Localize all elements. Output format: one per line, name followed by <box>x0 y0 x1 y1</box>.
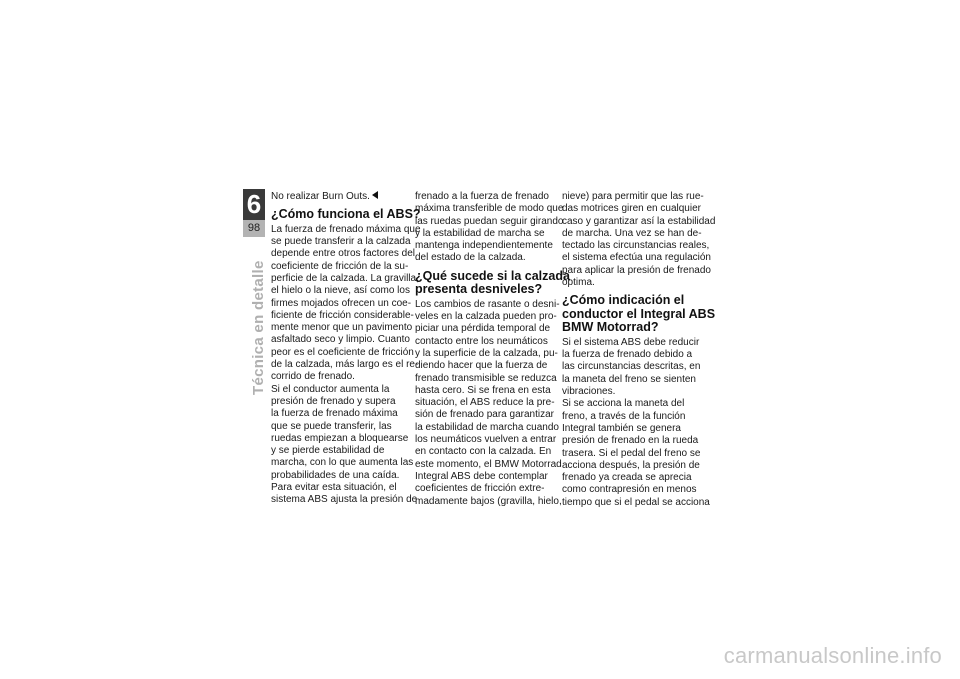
body-line-text: los neumáticos vuelven a entrar <box>415 434 557 446</box>
body-line-text: frenado transmisible se reduzca <box>415 372 557 384</box>
section-heading-line: presenta desniveles? <box>415 282 543 297</box>
body-line-text: óptima. <box>562 277 595 289</box>
body-line-text: veles en la calzada pueden pro- <box>415 311 557 323</box>
body-line-text: das motrices giren en cualquier <box>562 203 701 215</box>
body-line-text: sión de frenado para garantizar <box>415 409 554 421</box>
body-line <box>415 323 553 335</box>
body-line <box>562 277 700 289</box>
body-line-text: del estado de la calzada. <box>415 252 526 264</box>
body-line <box>415 191 553 203</box>
body-line <box>271 309 414 322</box>
body-line-text: presión de frenado y supera <box>271 395 396 407</box>
body-line <box>562 240 710 252</box>
body-line-text: y se pierde estabilidad de <box>271 445 385 457</box>
body-line <box>562 374 700 386</box>
body-line-text: trasera. Si el pedal del freno se <box>562 447 701 459</box>
chapter-side-title: Técnica en detalle <box>250 260 267 395</box>
body-line <box>271 272 419 285</box>
body-line-text: presión de frenado en la rueda <box>562 435 699 447</box>
body-line <box>562 484 700 496</box>
text-column-1 <box>271 191 421 507</box>
body-line <box>415 203 564 215</box>
body-line-text: máxima transferible de modo que <box>415 203 564 215</box>
body-line <box>415 446 553 458</box>
body-line <box>562 448 700 460</box>
body-line-text: diendo hacer que la fuerza de <box>415 360 548 372</box>
body-line-text: corrido de frenado. <box>271 371 355 383</box>
body-line <box>562 496 710 509</box>
body-line-text: sistema ABS ajusta la presión de <box>271 494 418 506</box>
body-line-text: marcha, con lo que aumenta las <box>271 457 414 469</box>
body-line <box>271 445 409 457</box>
body-line-text: la fuerza de frenado máxima <box>271 408 398 420</box>
body-line <box>415 471 553 483</box>
body-line <box>271 261 409 273</box>
body-line <box>271 494 418 506</box>
body-line <box>562 215 716 228</box>
body-line <box>562 361 700 373</box>
section-heading-line: ¿Cómo indicación el <box>562 293 685 308</box>
body-line-text: freno, a través de la función <box>562 410 686 422</box>
body-line <box>415 397 553 409</box>
body-line <box>562 435 700 447</box>
body-line-text: asfaltado seco y limpio. Cuanto <box>271 334 410 346</box>
body-line-text: la estabilidad de marcha cuando <box>415 421 559 433</box>
body-line-text: Para evitar esta situación, el <box>271 482 397 494</box>
body-line <box>415 215 564 228</box>
text-column-2 <box>415 191 570 508</box>
body-line-text: se puede transferir a la calzada <box>271 236 411 248</box>
body-line <box>271 482 409 494</box>
body-line <box>271 285 409 297</box>
body-line-text: tectado las circunstancias reales, <box>562 240 710 252</box>
body-line <box>562 252 711 264</box>
body-line-text: de la calzada, más largo es el re- <box>271 359 419 371</box>
body-line-text: frenado ya creada se aprecia <box>562 472 692 484</box>
body-line-text: en contacto con la calzada. En <box>415 446 552 458</box>
body-line-text: ruedas empiezan a bloquearse <box>271 432 409 444</box>
body-line-text: acciona después, la presión de <box>562 459 700 471</box>
body-line <box>562 191 704 203</box>
body-line-text: piciar una pérdida temporal de <box>415 323 551 335</box>
body-line <box>562 423 700 435</box>
body-line <box>271 334 409 346</box>
section-heading-line: conductor el Integral ABS <box>562 306 716 321</box>
watermark: carmanualsonline.info <box>723 643 942 668</box>
body-line-text: vibraciones. <box>562 386 616 398</box>
body-line-text: este momento, el BMW Motorrad <box>415 458 562 470</box>
body-line <box>271 371 409 383</box>
body-line-text: caso y garantizar así la estabilidad <box>562 215 716 227</box>
body-line <box>415 311 557 323</box>
body-line-text: peor es el coeficiente de fricción <box>271 346 414 358</box>
body-line <box>562 386 700 398</box>
body-line <box>271 191 409 203</box>
body-line <box>415 385 553 397</box>
body-line-text: Si se acciona la maneta del <box>562 398 685 410</box>
body-line-text: que se puede transferir, las <box>271 420 392 432</box>
body-line-text: No realizar Burn Outs. <box>271 191 370 202</box>
body-line-text: nieve) para permitir que las rue- <box>562 191 704 202</box>
body-line <box>271 223 421 236</box>
body-line <box>562 203 700 215</box>
body-line-text: ficiente de fricción considerable- <box>271 309 414 321</box>
body-line-text: Si el sistema ABS debe reducir <box>562 336 700 348</box>
body-line-text: situación, el ABS reduce la pre- <box>415 397 555 409</box>
body-line <box>271 457 414 469</box>
body-line-text: y la superficie de la calzada, pu- <box>415 347 558 359</box>
body-line <box>271 359 419 371</box>
body-line-text: como contrapresión en menos <box>562 484 697 496</box>
body-line-text: tiempo que si el pedal se acciona <box>562 496 710 508</box>
body-line-text: la maneta del freno se sienten <box>562 373 696 385</box>
body-line-text: la fuerza de frenado debido a <box>562 349 693 361</box>
text-column-3 <box>562 191 716 509</box>
body-line-text: coeficiente de fricción de la su- <box>271 260 409 272</box>
chapter-tab <box>243 189 265 237</box>
body-line-text: Integral ABS debe contemplar <box>415 470 548 482</box>
body-line-text: el hielo o la nieve, así como los <box>271 285 410 297</box>
body-line <box>562 460 700 472</box>
body-line <box>562 472 700 484</box>
body-line <box>271 396 409 408</box>
end-mark-icon <box>372 191 378 199</box>
body-line <box>271 297 412 310</box>
body-line-text: probabilidades de una caída. <box>271 469 400 481</box>
body-line <box>271 421 409 433</box>
body-line <box>562 349 700 361</box>
body-line-text: las ruedas puedan seguir girando <box>415 215 564 227</box>
body-line <box>415 360 553 372</box>
body-line-text: hasta cero. Si se frena en esta <box>415 384 551 396</box>
section-heading <box>562 293 716 335</box>
section-heading-line: ¿Qué sucede si la calzada <box>415 268 570 283</box>
body-line-text: mantenga independientemente <box>415 240 553 252</box>
section-heading <box>271 207 421 222</box>
body-line <box>271 408 409 420</box>
body-line <box>271 433 409 445</box>
section-heading <box>415 268 570 297</box>
body-line <box>562 337 700 349</box>
body-line <box>415 372 557 385</box>
body-line <box>271 346 414 359</box>
body-line <box>415 409 553 421</box>
body-line-text: mente menor que un pavimento <box>271 322 413 334</box>
body-line <box>415 347 558 360</box>
chapter-number: 6 <box>243 189 265 220</box>
body-line <box>415 240 553 252</box>
body-line-text: Los cambios de rasante o desni- <box>415 298 560 310</box>
body-line <box>562 398 700 410</box>
body-line <box>271 384 409 396</box>
body-line <box>562 411 700 423</box>
body-line-text: contacto entre los neumáticos <box>415 335 548 347</box>
body-line <box>415 252 553 264</box>
body-line <box>415 483 553 495</box>
body-line <box>415 434 557 446</box>
body-line <box>271 470 409 482</box>
body-line <box>415 336 553 348</box>
page-number: 98 <box>247 222 261 234</box>
body-line-text: Si el conductor aumenta la <box>271 383 390 395</box>
body-line-text: las circunstancias descritas, en <box>562 361 701 373</box>
body-line <box>415 421 559 434</box>
body-line-text: madamente bajos (gravilla, hielo, <box>415 495 562 507</box>
body-line-text: La fuerza de frenado máxima que <box>271 223 421 235</box>
body-line <box>271 248 415 260</box>
body-line-text: depende entre otros factores del <box>271 248 415 260</box>
body-line-text: coeficientes de fricción extre- <box>415 483 545 495</box>
body-line-text: frenado a la fuerza de frenado <box>415 191 549 202</box>
body-line-text: Integral también se genera <box>562 422 681 434</box>
body-line-text: perficie de la calzada. La gravilla, <box>271 272 419 284</box>
body-line <box>271 236 409 248</box>
body-line-text: de marcha. Una vez se han de- <box>562 227 702 239</box>
body-line <box>271 322 413 334</box>
body-line <box>562 228 700 240</box>
body-line-text: para aplicar la presión de frenado <box>562 264 711 276</box>
body-line <box>415 495 562 508</box>
body-line-text: y la estabilidad de marcha se <box>415 227 545 239</box>
section-heading-line: ¿Cómo funciona el ABS? <box>271 207 421 222</box>
body-line <box>415 298 560 311</box>
body-line <box>562 264 711 277</box>
body-line <box>415 458 562 471</box>
body-line-text: firmes mojados ofrecen un coe- <box>271 297 412 309</box>
body-line-text: el sistema efectúa una regulación <box>562 252 711 264</box>
body-line <box>415 228 553 240</box>
section-heading-line: BMW Motorrad? <box>562 320 659 335</box>
